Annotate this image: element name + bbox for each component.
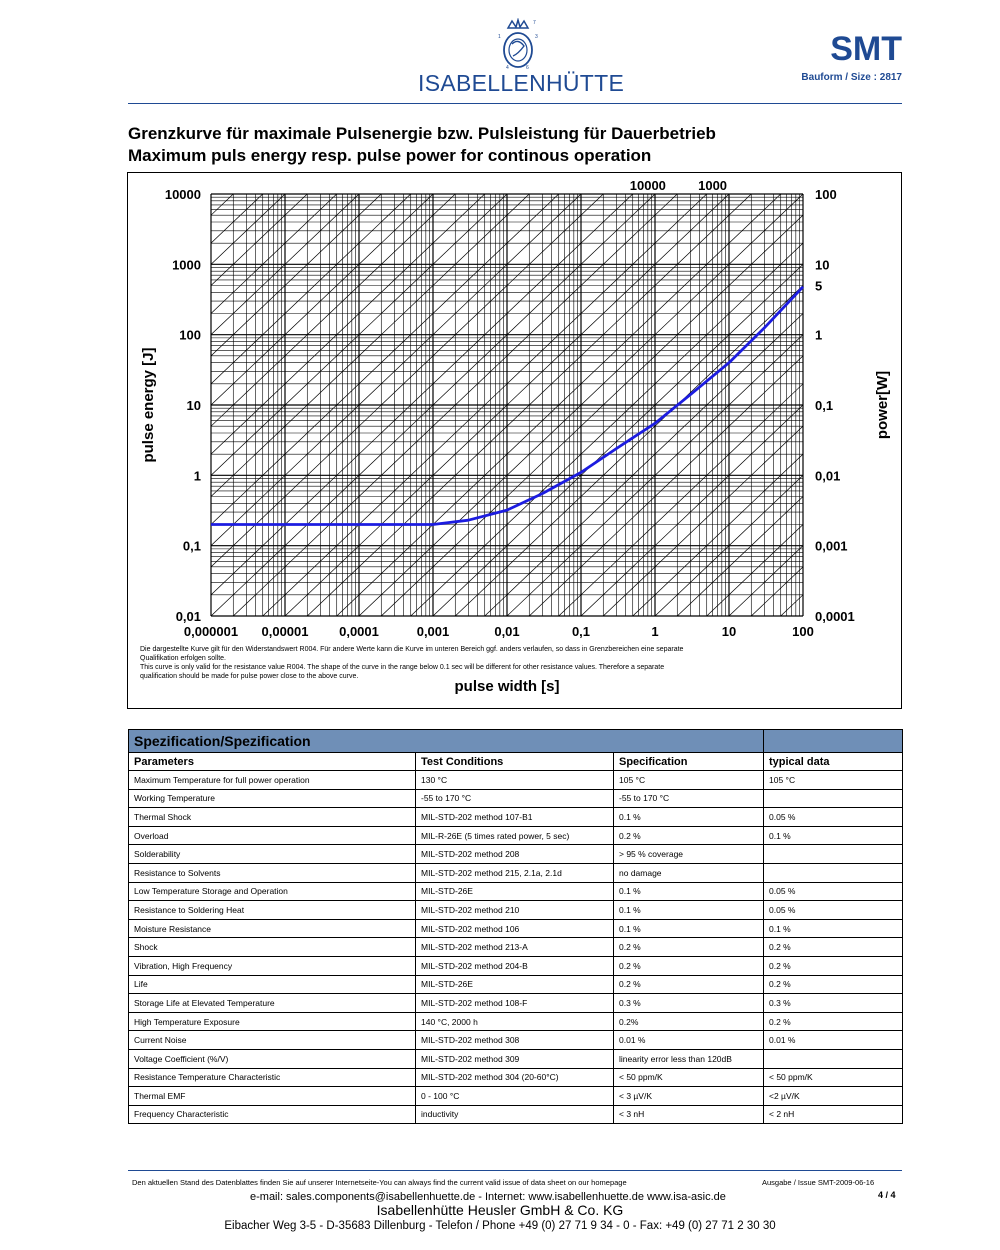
page-number: 4 / 4: [878, 1190, 896, 1200]
y2-tick-label: 0,0001: [815, 609, 855, 624]
x-tick-label: 0,01: [494, 624, 520, 639]
parameter-cell: Current Noise: [129, 1031, 416, 1050]
specification-cell: -55 to 170 °C: [614, 789, 764, 808]
specification-cell: 0.2 %: [614, 975, 764, 994]
chart-note-line: qualification should be made for pulse power close to the above curve.: [140, 673, 359, 680]
specification-cell: 0.2 %: [614, 956, 764, 975]
product-code: SMT: [830, 30, 902, 68]
size-label: Bauform / Size : 2817: [801, 72, 902, 83]
test-condition-cell: MIL-STD-202 method 309: [416, 1049, 614, 1068]
emblem-number: 3: [535, 34, 538, 40]
parameter-cell: Resistance Temperature Characteristic: [129, 1068, 416, 1087]
test-condition-cell: -55 to 170 °C: [416, 789, 614, 808]
parameter-cell: Frequency Characteristic: [129, 1105, 416, 1124]
test-condition-cell: MIL-STD-202 method 106: [416, 919, 614, 938]
typical-data-cell: 0.2 %: [764, 1012, 903, 1031]
y2-tick-label: 0,01: [815, 468, 841, 484]
isabellenhuette-emblem: [496, 18, 540, 70]
typical-data-cell: 105 °C: [764, 771, 903, 790]
y2-tick-label: 1: [815, 327, 823, 343]
spec-table-row: [129, 863, 903, 882]
specification-cell: 0.2%: [614, 1012, 764, 1031]
spec-section-title: Spezification/Spezification: [129, 730, 764, 753]
specification-cell: < 50 ppm/K: [614, 1068, 764, 1087]
y-tick-label: 1000: [172, 257, 201, 273]
test-condition-cell: 130 °C: [416, 771, 614, 790]
spec-table-row: [129, 882, 903, 901]
specification-cell: 0.1 %: [614, 901, 764, 920]
pulse-energy-chart: [127, 172, 902, 709]
typical-data-cell: [764, 1049, 903, 1068]
specification-cell: 0.1 %: [614, 882, 764, 901]
parameter-cell: Vibration, High Frequency: [129, 956, 416, 975]
x-axis-title: pulse width [s]: [454, 678, 560, 695]
parameter-cell: Moisture Resistance: [129, 919, 416, 938]
chart-note-line: Die dargestellte Kurve gilt für den Widerstandswert R004. Für andere Werte kann die Kurve im unteren Bereich ggf. anders verlaufen, so dass in Grenzbereichen eine separate: [140, 646, 684, 653]
test-condition-cell: MIL-STD-202 method 107-B1: [416, 808, 614, 827]
spec-table-row: [129, 956, 903, 975]
specification-cell: 0.3 %: [614, 994, 764, 1013]
x-tick-label: 0,0001: [339, 624, 379, 639]
parameter-cell: Overload: [129, 826, 416, 845]
y2-tick-label: 100: [815, 187, 837, 202]
footer-divider: [128, 1170, 902, 1171]
typical-data-cell: 0.05 %: [764, 808, 903, 827]
chart-title-german: Grenzkurve für maximale Pulsenergie bzw. Pulsleistung für Dauerbetrieb: [128, 124, 716, 143]
top-power-label: 10000: [629, 178, 666, 193]
spec-table-row: [129, 994, 903, 1013]
y2-extra-label: 5: [815, 278, 823, 294]
typical-data-cell: 0.2 %: [764, 975, 903, 994]
spec-table-row: [129, 975, 903, 994]
test-condition-cell: MIL-R-26E (5 times rated power, 5 sec): [416, 826, 614, 845]
spec-table-row: [129, 1087, 903, 1106]
typical-data-cell: 0.1 %: [764, 919, 903, 938]
typical-data-cell: 0.01 %: [764, 1031, 903, 1050]
spec-table-row: [129, 1031, 903, 1050]
test-condition-cell: MIL-STD-202 method 208: [416, 845, 614, 864]
footer-issue: Ausgabe / Issue SMT-2009-06-16: [762, 1178, 875, 1187]
x-tick-label: 0,00001: [261, 624, 309, 639]
specification-cell: > 95 % coverage: [614, 845, 764, 864]
typical-data-cell: [764, 863, 903, 882]
power-line: [211, 172, 803, 173]
chart-title-english: Maximum puls energy resp. pulse power for continous operation: [128, 146, 652, 165]
test-condition-cell: 0 - 100 °C: [416, 1087, 614, 1106]
y-axis-title: pulse energy [J]: [140, 347, 157, 463]
test-condition-cell: inductivity: [416, 1105, 614, 1124]
column-header-specification: Specification: [614, 753, 764, 771]
spec-table-row: [129, 1068, 903, 1087]
y2-tick-label: 0,1: [815, 398, 834, 413]
specification-cell: 0.1 %: [614, 919, 764, 938]
spec-column-header-row: [129, 753, 903, 771]
parameter-cell: Resistance to Solvents: [129, 863, 416, 882]
test-condition-cell: MIL-STD-202 method 204-B: [416, 956, 614, 975]
spec-table-row: [129, 1012, 903, 1031]
y-tick-label: 10000: [164, 187, 201, 202]
y-tick-label: 100: [179, 327, 201, 343]
spec-table-row: [129, 1105, 903, 1124]
header-divider: [128, 103, 902, 104]
parameter-cell: Storage Life at Elevated Temperature: [129, 994, 416, 1013]
x-tick-label: 100: [792, 624, 814, 639]
specification-cell: < 3 nH: [614, 1105, 764, 1124]
typical-data-cell: [764, 845, 903, 864]
parameter-cell: Working Temperature: [129, 789, 416, 808]
footer-company: Isabellenhütte Heusler GmbH & Co. KG: [376, 1202, 624, 1218]
emblem-number: 6: [526, 65, 529, 70]
footer-address: Eibacher Weg 3-5 - D-35683 Dillenburg - Telefon / Phone +49 (0) 27 71 9 34 - 0 - Fax: +49 (0) 27 71 2 30 30: [224, 1220, 776, 1232]
parameter-cell: Low Temperature Storage and Operation: [129, 882, 416, 901]
top-power-label: 1000: [698, 178, 728, 193]
typical-data-cell: <2 µV/K: [764, 1087, 903, 1106]
specification-cell: 0.2 %: [614, 938, 764, 957]
spec-table-row: [129, 1049, 903, 1068]
typical-data-cell: [764, 789, 903, 808]
x-tick-label: 0,001: [416, 624, 450, 639]
y2-tick-label: 0,001: [815, 538, 848, 554]
test-condition-cell: MIL-STD-26E: [416, 882, 614, 901]
parameter-cell: Shock: [129, 938, 416, 957]
specification-table: [128, 729, 903, 1124]
x-tick-label: 1: [651, 624, 659, 639]
footer-contact: e-mail: sales.components@isabellenhuette.de - Internet: www.isabellenhuette.de www.isa-asic.de: [250, 1191, 726, 1203]
y-tick-label: 1: [193, 468, 201, 484]
column-header-parameters: Parameters: [129, 753, 416, 771]
parameter-cell: Solderability: [129, 845, 416, 864]
spec-table-row: [129, 901, 903, 920]
parameter-cell: High Temperature Exposure: [129, 1012, 416, 1031]
emblem-number: 7: [533, 20, 536, 26]
typical-data-cell: 0.05 %: [764, 901, 903, 920]
typical-data-cell: 0.2 %: [764, 938, 903, 957]
test-condition-cell: MIL-STD-202 method 108-F: [416, 994, 614, 1013]
test-condition-cell: MIL-STD-202 method 215, 2.1a, 2.1d: [416, 863, 614, 882]
spec-table-row: [129, 845, 903, 864]
y-tick-label: 0,01: [175, 609, 201, 624]
typical-data-cell: 0.05 %: [764, 882, 903, 901]
specification-cell: 0.01 %: [614, 1031, 764, 1050]
test-condition-cell: MIL-STD-202 method 210: [416, 901, 614, 920]
y-tick-label: 10: [186, 398, 201, 413]
y2-axis-title: power[W]: [874, 370, 891, 440]
company-logo-text: ISABELLENHÜTTE: [418, 70, 625, 96]
spec-section-header-row: [129, 730, 903, 753]
typical-data-cell: 0.2 %: [764, 956, 903, 975]
parameter-cell: Life: [129, 975, 416, 994]
specification-cell: no damage: [614, 863, 764, 882]
specification-cell: < 3 µV/K: [614, 1087, 764, 1106]
x-tick-label: 10: [721, 624, 737, 639]
x-tick-label: 0,1: [571, 624, 591, 639]
parameter-cell: Maximum Temperature for full power operation: [129, 771, 416, 790]
chart-notes: [140, 645, 870, 681]
test-condition-cell: MIL-STD-202 method 304 (20-60°C): [416, 1068, 614, 1087]
spec-table-body: [129, 771, 903, 1124]
specification-cell: 0.1 %: [614, 808, 764, 827]
chart-note-line: Qualifikation erfolgen sollte.: [140, 655, 226, 662]
spec-table-row: [129, 919, 903, 938]
chart-axis-labels: [140, 178, 891, 695]
column-header-typical-data: typical data: [764, 753, 903, 771]
typical-data-cell: 0.3 %: [764, 994, 903, 1013]
footer-note: Den aktuellen Stand des Datenblattes finden Sie auf unserer Internetseite-You can always find the current valid issue of data sheet on our homepage: [132, 1178, 627, 1187]
typical-data-cell: < 50 ppm/K: [764, 1068, 903, 1087]
chart-note-line: This curve is only valid for the resistance value R004. The shape of the curve in the range below 0.1 sec will be different for other resistance values. Therefore a separate: [140, 664, 665, 671]
spec-table-row: [129, 771, 903, 790]
spec-table-row: [129, 808, 903, 827]
test-condition-cell: 140 °C, 2000 h: [416, 1012, 614, 1031]
parameter-cell: Voltage Coefficient (%/V): [129, 1049, 416, 1068]
typical-data-cell: 0.1 %: [764, 826, 903, 845]
specification-cell: 0.2 %: [614, 826, 764, 845]
test-condition-cell: MIL-STD-202 method 213-A: [416, 938, 614, 957]
x-tick-label: 0,000001: [183, 624, 239, 639]
parameter-cell: Thermal Shock: [129, 808, 416, 827]
parameter-cell: Resistance to Soldering Heat: [129, 901, 416, 920]
spec-table-row: [129, 938, 903, 957]
specification-cell: 105 °C: [614, 771, 764, 790]
spec-table-row: [129, 826, 903, 845]
spec-section-blank: [764, 730, 903, 753]
test-condition-cell: MIL-STD-26E: [416, 975, 614, 994]
emblem-number: 1: [498, 34, 501, 40]
typical-data-cell: < 2 nH: [764, 1105, 903, 1124]
y-tick-label: 0,1: [182, 538, 201, 554]
parameter-cell: Thermal EMF: [129, 1087, 416, 1106]
test-condition-cell: MIL-STD-202 method 308: [416, 1031, 614, 1050]
specification-cell: linearity error less than 120dB: [614, 1049, 764, 1068]
spec-table-row: [129, 789, 903, 808]
column-header-test-conditions: Test Conditions: [416, 753, 614, 771]
y2-tick-label: 10: [815, 257, 830, 273]
emblem-number: 4: [506, 65, 509, 70]
